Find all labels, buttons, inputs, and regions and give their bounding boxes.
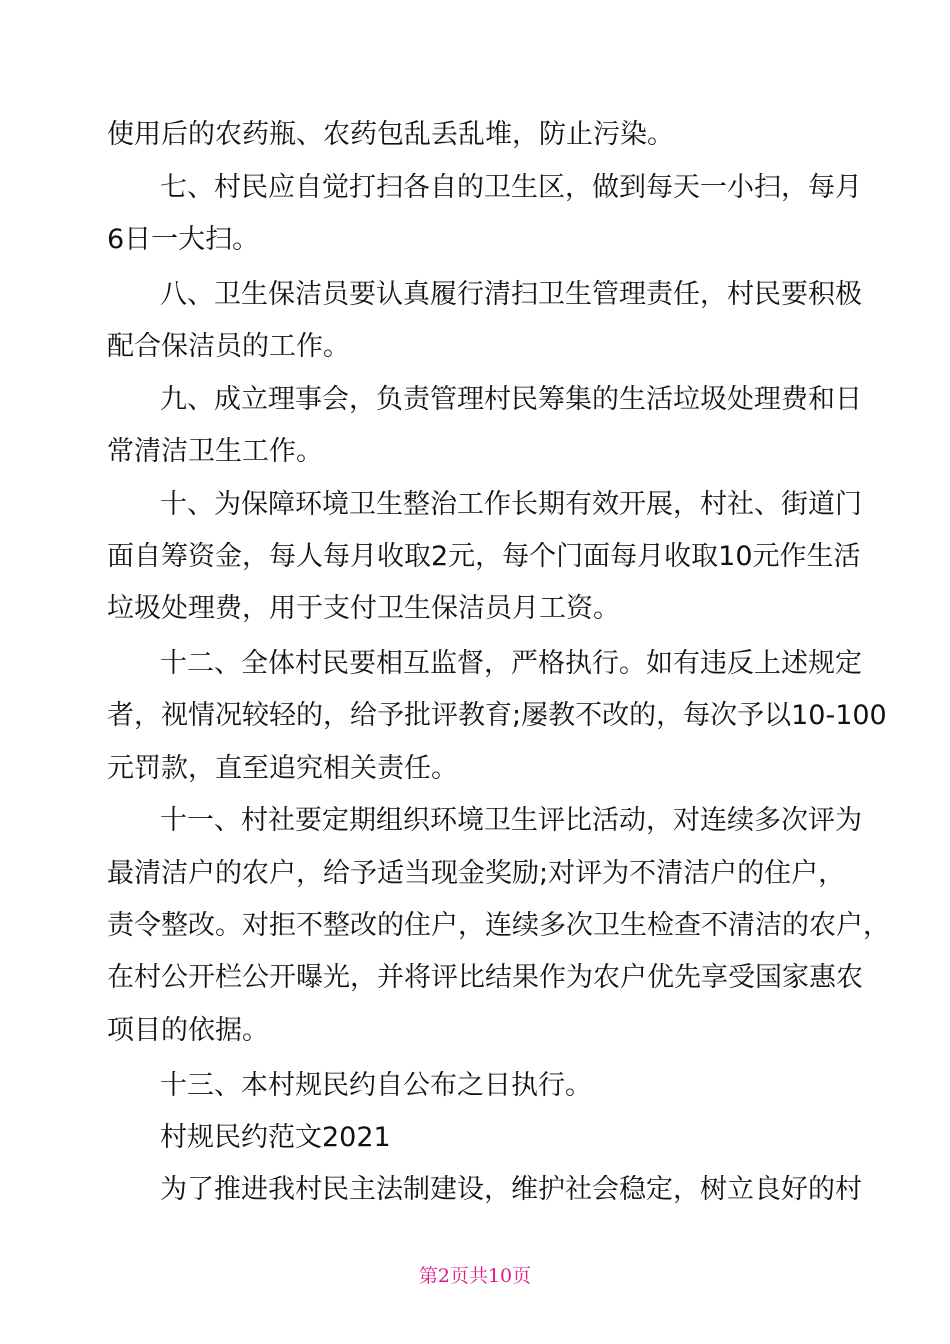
text-line: 七、村民应自觉打扫各自的卫生区，做到每天一小扫，每月 <box>160 172 862 203</box>
text-line: 八、卫生保洁员要认真履行清扫卫生管理责任，村民要积极 <box>160 279 862 310</box>
text-line: 在村公开栏公开曝光，并将评比结果作为农户优先享受国家惠农 <box>107 962 863 993</box>
text-line: 面自筹资金，每人每月收取2元，每个门面每月收取10元作生活 <box>107 541 861 572</box>
text-line: 元罚款，直至追究相关责任。 <box>107 753 458 784</box>
text-line: 6日一大扫。 <box>107 224 260 255</box>
text-line: 垃圾处理费，用于支付卫生保洁员月工资。 <box>107 593 620 624</box>
section-heading: 村规民约范文2021 <box>160 1122 391 1153</box>
text-line: 为了推进我村民主法制建设，维护社会稳定，树立良好的村 <box>160 1174 862 1205</box>
text-line: 配合保洁员的工作。 <box>107 331 350 362</box>
text-line: 者，视情况较轻的，给予批评教育;屡教不改的，每次予以10-100 <box>107 700 887 731</box>
page-number-footer: 第2页共10页 <box>418 1265 532 1287</box>
text-line: 常清洁卫生工作。 <box>107 436 323 467</box>
text-line: 责令整改。对拒不整改的住户，连续多次卫生检查不清洁的农户， <box>107 910 890 941</box>
text-line: 使用后的农药瓶、农药包乱丢乱堆，防止污染。 <box>107 119 674 150</box>
text-line: 十、为保障环境卫生整治工作长期有效开展，村社、街道门 <box>160 489 862 520</box>
text-line: 十三、本村规民约自公布之日执行。 <box>160 1070 592 1101</box>
text-line: 十二、全体村民要相互监督，严格执行。如有违反上述规定 <box>160 648 862 679</box>
text-line: 九、成立理事会，负责管理村民筹集的生活垃圾处理费和日 <box>160 384 862 415</box>
text-line: 最清洁户的农户，给予适当现金奖励;对评为不清洁户的住户， <box>107 858 846 889</box>
text-line: 项目的依据。 <box>107 1015 269 1046</box>
text-line: 十一、村社要定期组织环境卫生评比活动，对连续多次评为 <box>160 805 862 836</box>
